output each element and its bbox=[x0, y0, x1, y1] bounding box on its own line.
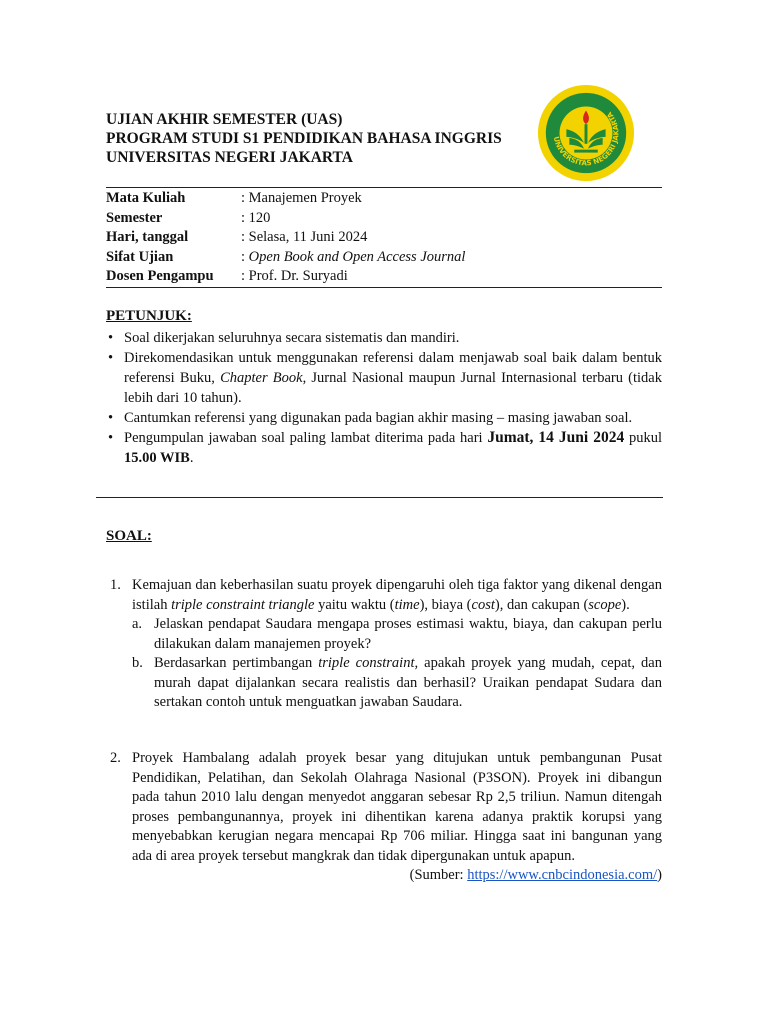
info-label: Semester bbox=[106, 209, 163, 226]
info-row-date bbox=[106, 228, 666, 248]
info-row-semester bbox=[106, 209, 666, 229]
info-value: : Open Book and Open Access Journal bbox=[241, 248, 466, 265]
info-label: Sifat Ujian bbox=[106, 248, 174, 265]
university-logo bbox=[537, 84, 635, 182]
question-1b: b. Berdasarkan pertimbangan triple constraint, apakah proyek yang mudah, cepat, dan murah dapat dijalankan secara realistis dan berhasil? Uraikan pendapat Sudara dan sertakan contoh untuk menguatkan jawaban Saudara. bbox=[132, 655, 662, 710]
instruction-item: • Soal dikerjakan seluruhnya secara sistematis dan mandiri. bbox=[108, 330, 460, 346]
logo-ring-text: UNIVERSITAS NEGERI JAKARTA bbox=[551, 110, 621, 168]
info-label: Hari, tanggal bbox=[106, 229, 189, 245]
instruction-item: • Direkomendasikan untuk menggunakan referensi dalam menjawab soal baik dalam bentuk referensi Buku, Chapter Book, Jurnal Nasional maupun Jurnal Internasional terbaru (tidak lebih dari 10 tahun). bbox=[108, 350, 662, 406]
info-value: : Manajemen Proyek bbox=[241, 190, 362, 206]
question-2: 2. Proyek Hambalang adalah proyek besar yang ditujukan untuk pembangunan Pusat Pendidikan, Pelatihan, dan Sekolah Olahraga Nasional (P3SON). Proyek ini dibangun pada tahun 2010 lalu dengan menyedot anggaran sebesar Rp 2,5 triliun. Namun ditengah proses pembangunannya, proyek ini dihentikan karena adanya praktik korupsi yang menyebabkan kerugian negara mencapai Rp 706 miliar. Hingga saat ini bangunan yang ada di area proyek tersebut mangkrak dan tidak dipergunakan untuk apapun. (Sumber: https://www.cnbcindonesia.com/) bbox=[106, 749, 662, 886]
info-row-course bbox=[106, 189, 666, 209]
info-row-lecturer bbox=[106, 267, 666, 287]
question-1a: a. Jelaskan pendapat Saudara mengapa proses estimasi waktu, biaya, dan cakupan perlu dilakukan dalam manajemen proyek? bbox=[132, 616, 662, 652]
instructions-title: PETUNJUK: bbox=[106, 308, 192, 324]
instructions-list bbox=[106, 328, 662, 468]
info-row-exam-type bbox=[106, 248, 666, 268]
info-value: : 120 bbox=[241, 209, 271, 226]
info-divider bbox=[106, 287, 662, 288]
instruction-item: • Cantumkan referensi yang digunakan pada bagian akhir masing – masing jawaban soal. bbox=[108, 410, 633, 426]
section-divider bbox=[96, 497, 663, 498]
source-citation: (Sumber: https://www.cnbcindonesia.com/) bbox=[409, 867, 662, 883]
info-value: : Selasa, 11 Juni 2024 bbox=[241, 229, 368, 245]
info-value: : Prof. Dr. Suryadi bbox=[241, 268, 348, 284]
exam-title: UJIAN AKHIR SEMESTER (UAS) bbox=[106, 111, 343, 128]
info-label: Mata Kuliah bbox=[106, 190, 186, 206]
source-link[interactable]: https://www.cnbcindonesia.com/ bbox=[467, 867, 658, 883]
university-title: UNIVERSITAS NEGERI JAKARTA bbox=[106, 149, 353, 166]
info-label: Dosen Pengampu bbox=[106, 268, 214, 284]
instruction-item: • Pengumpulan jawaban soal paling lambat diterima pada hari Jumat, 14 Juni 2024 pukul 15.00 WIB. bbox=[108, 429, 662, 466]
header-divider bbox=[106, 187, 662, 188]
question-1: 1. Kemajuan dan keberhasilan suatu proyek dipengaruhi oleh tiga faktor yang dikenal dengan istilah triple constraint triangle yaitu waktu (time), biaya (cost), dan cakupan (scope). a. Jelaskan pendapat Saudara mengapa proses estimasi waktu, biaya, dan cakupan perlu dilakukan dalam manajemen proyek? b. Berdasarkan pertimbangan triple constraint, apakah proyek yang mudah, cepat, dan murah dapat dijalankan secara realistis dan berhasil? Uraikan pendapat Sudara dan sertakan contoh untuk menguatkan jawaban Saudara. bbox=[106, 576, 662, 713]
program-title: PROGRAM STUDI S1 PENDIDIKAN BAHASA INGGRIS bbox=[106, 130, 502, 147]
questions-title: SOAL: bbox=[106, 528, 152, 544]
